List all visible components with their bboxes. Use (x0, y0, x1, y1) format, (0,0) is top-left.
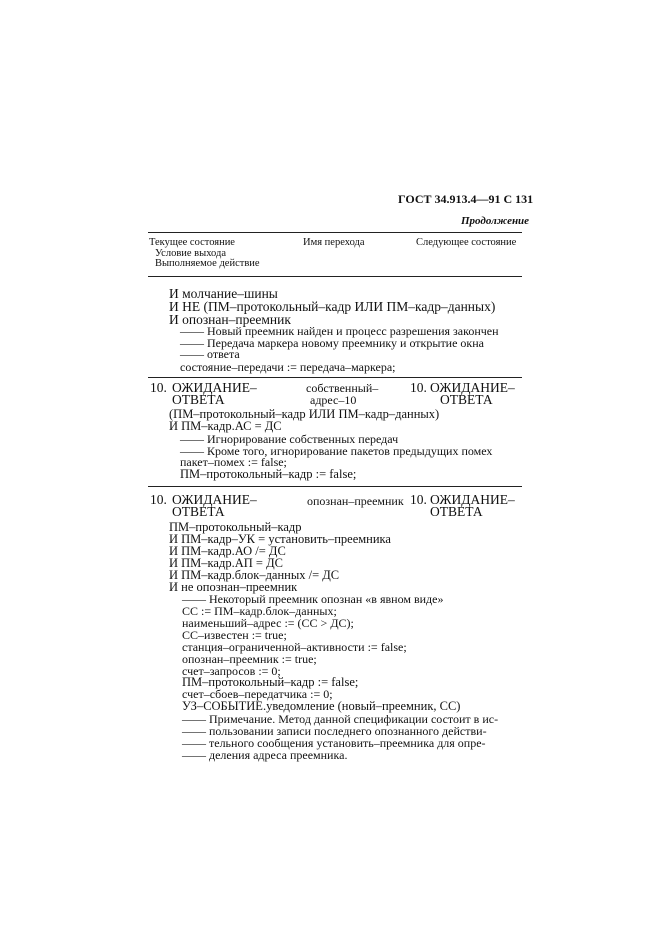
action-line: счет–запросов := 0; (182, 664, 281, 678)
transition-name: опознан–преемник (307, 494, 404, 508)
action-line: опознан–преемник := true; (182, 652, 317, 666)
current-state: ОТВЕТА (172, 504, 225, 519)
table-top-rule (148, 232, 522, 233)
next-state: ОЖИДАНИЕ– (430, 380, 515, 395)
action-line: УЗ–СОБЫТИЕ.уведомление (новый–преемник, СС) (182, 699, 461, 713)
condition-line: И ПМ–кадр.АО /= ДС (169, 544, 286, 558)
column-next-state: Следующее состояние (416, 237, 517, 248)
column-transition-name: Имя перехода (303, 237, 365, 248)
comment-line: —— Новый преемник найден и процесс разрешения закончен (180, 324, 499, 338)
comment-line: —— Кроме того, игнорирование пакетов предыдущих помех (180, 444, 493, 458)
comment-line: —— тельного сообщения установить–преемника для опре- (182, 736, 486, 750)
next-state: ОТВЕТА (430, 504, 483, 519)
column-action: Выполняемое действие (155, 258, 260, 269)
action-line: СС := ПМ–кадр.блок–данных; (182, 604, 337, 618)
condition-line: И не опознан–преемник (169, 580, 298, 594)
action-line: СС–известен := true; (182, 628, 287, 642)
condition-line: И молчание–шины (169, 286, 278, 301)
document-reference: ГОСТ 34.913.4—91 С 131 (398, 192, 534, 206)
block-separator (148, 486, 522, 487)
next-state: ОТВЕТА (440, 392, 493, 407)
next-state-number: 10. (410, 380, 427, 395)
action-line: ПМ–протокольный–кадр := false; (180, 467, 357, 481)
action-line: наименьший–адрес := (СС > ДС); (182, 616, 354, 630)
comment-line: —— деления адреса преемника. (182, 748, 348, 762)
current-state: ОЖИДАНИЕ– (172, 380, 257, 395)
header-bottom-rule (148, 276, 522, 277)
state-number: 10. (150, 492, 167, 507)
column-current-state: Текущее состояние (149, 237, 235, 248)
block-separator (148, 377, 522, 378)
condition-line: И опознан–преемник (169, 312, 291, 327)
continuation-label: Продолжение (461, 215, 530, 227)
column-exit-condition: Условие выхода (155, 248, 226, 259)
condition-line: ПМ–протокольный–кадр (169, 520, 302, 534)
action-line: состояние–передачи := передача–маркера; (180, 360, 396, 374)
comment-line: —— Передача маркера новому преемнику и открытие окна (180, 336, 485, 350)
condition-line: И ПМ–кадр.АС = ДС (169, 419, 282, 433)
comment-line: —— Примечание. Метод данной спецификации состоит в ис- (182, 712, 499, 726)
action-line: счет–сбоев–передатчика := 0; (182, 687, 333, 701)
condition-line: И ПМ–кадр.блок–данных /= ДС (169, 568, 340, 582)
comment-line: —— ответа (180, 347, 240, 361)
transition-name: адрес–10 (310, 393, 357, 407)
action-line: пакет–помех := false; (180, 455, 287, 469)
current-state: ОЖИДАНИЕ– (172, 492, 257, 507)
condition-line: И НЕ (ПМ–протокольный–кадр ИЛИ ПМ–кадр–данных) (169, 299, 496, 314)
condition-line: И ПМ–кадр.АП = ДС (169, 556, 283, 570)
next-state-number: 10. (410, 492, 427, 507)
comment-line: —— Игнорирование собственных передач (180, 432, 399, 446)
comment-line: —— пользовании записи последнего опознанного действи- (182, 724, 487, 738)
current-state: ОТВЕТА (172, 392, 225, 407)
action-line: ПМ–протокольный–кадр := false; (182, 675, 359, 689)
transition-name: собственный– (306, 381, 379, 395)
condition-line: И ПМ–кадр–УК = установить–преемника (169, 532, 391, 546)
condition-line: (ПМ–протокольный–кадр ИЛИ ПМ–кадр–данных) (169, 407, 440, 421)
state-number: 10. (150, 380, 167, 395)
next-state: ОЖИДАНИЕ– (430, 492, 515, 507)
action-line: станция–ограниченной–активности := false; (182, 640, 407, 654)
comment-line: —— Некоторый преемник опознан «в явном виде» (182, 592, 444, 606)
